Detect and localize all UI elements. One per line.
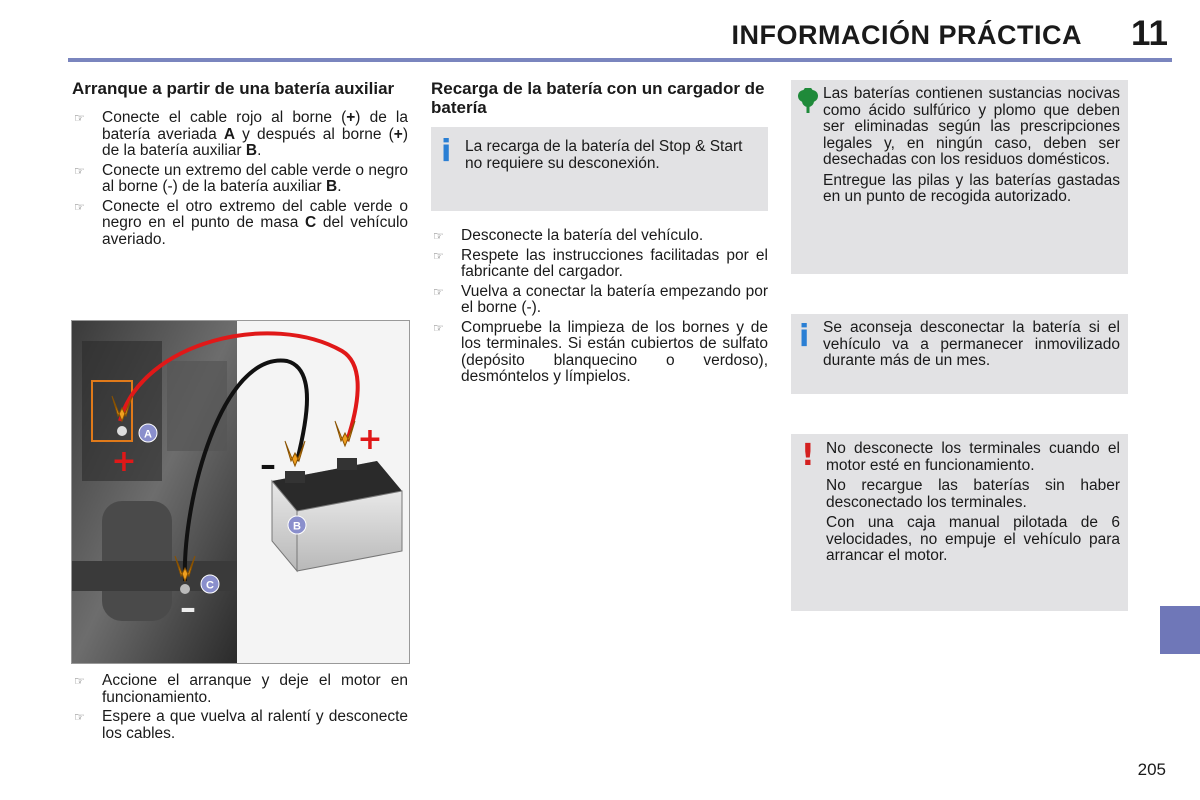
pointing-hand-icon: ☞ xyxy=(74,163,85,178)
info-icon: i xyxy=(441,134,452,169)
list-item: ☞ Conecte el otro extremo del cable verde o negro en el punto de masa C del vehículo averiado. xyxy=(74,197,409,248)
svg-text:A: A xyxy=(144,428,152,441)
jump-start-illustration xyxy=(71,320,410,664)
page-number: 205 xyxy=(1137,760,1166,779)
pointing-hand-icon: ☞ xyxy=(433,229,444,243)
warning-note: ! No desconecte los terminales cuando el motor esté en funcionamiento. No recargue las baterías sin haber desconectado los terminales. Con una caja manual pilotada de 6 velocidades, no empuje el vehículo para arrancar el motor. xyxy=(791,434,1128,611)
svg-text:B: B xyxy=(293,520,301,533)
auxiliary-battery xyxy=(272,458,402,571)
jump-start-steps xyxy=(72,110,408,248)
charging-steps-col xyxy=(431,228,768,389)
section-heading-charging: Recarga de la batería con un cargador de batería xyxy=(431,79,765,117)
exclamation-icon: ! xyxy=(801,438,815,473)
svg-text:C: C xyxy=(206,579,214,592)
section-heading-jump-start: Arranque a partir de una batería auxiliar xyxy=(72,79,395,98)
pointing-hand-icon: ☞ xyxy=(433,248,444,263)
list-item: ☞ Accione el arranque y deje el motor en funcionamiento. xyxy=(74,672,408,706)
plus-sign-b: + xyxy=(357,422,383,457)
list-item: ☞ Conecte un extremo del cable verde o negro al borne (-) de la batería auxiliar B. xyxy=(74,161,408,195)
pointing-hand-icon: ☞ xyxy=(74,674,85,688)
label-a xyxy=(139,424,157,442)
pointing-hand-icon: ☞ xyxy=(433,284,444,299)
page-title: INFORMACIÓN PRÁCTICA xyxy=(731,20,1082,50)
label-c xyxy=(201,575,219,593)
list-item: ☞ Desconecte la batería del vehículo. xyxy=(433,227,704,244)
environment-note: Las baterías contienen sustancias nocivas como ácido sulfúrico y plomo que deben ser eliminadas según las prescripciones legales y, en ningún caso, deben ser desechadas con los residuos domésticos. Entregue las pilas y las baterías gastadas en un punto de recogida autorizado. xyxy=(791,80,1128,274)
column-charging xyxy=(431,79,767,117)
pointing-hand-icon: ☞ xyxy=(74,111,85,125)
plus-sign-a: + xyxy=(111,444,137,479)
list-item: ☞ Compruebe la limpieza de los bornes y de los terminales. Si están cubiertos de sulfato (depósito blanquecino o verdoso), desmóntelos y límpielos. xyxy=(433,318,768,385)
list-item: ☞ Espere a que vuelva al ralentí y desconecte los cables. xyxy=(74,708,408,742)
tree-icon xyxy=(797,88,819,119)
pointing-hand-icon: ☞ xyxy=(74,710,85,724)
chapter-number: 11 xyxy=(1131,14,1168,53)
info-icon: i xyxy=(799,319,810,354)
label-b xyxy=(288,516,306,534)
list-item: ☞ Conecte el cable rojo al borne (+) de la batería averiada A y después al borne (+) de la batería auxiliar B. xyxy=(74,109,408,159)
chapter-side-tab xyxy=(1160,606,1200,654)
info-note-immobilized: i Se aconseja desconectar la batería si el vehículo va a permanecer inmovilizado durante más de un mes. xyxy=(791,314,1128,394)
jump-start-final-steps xyxy=(72,673,408,742)
info-note-stop-start: i La recarga de la batería del Stop & Start no requiere su desconexión. xyxy=(431,127,768,211)
list-item: ☞ Vuelva a conectar la batería empezando por el borne (-). xyxy=(433,282,768,316)
minus-sign-b: – xyxy=(260,446,276,484)
list-item: ☞ Respete las instrucciones facilitadas por el fabricante del cargador. xyxy=(433,246,768,280)
pointing-hand-icon: ☞ xyxy=(433,320,444,335)
charging-steps xyxy=(431,228,768,386)
pointing-hand-icon: ☞ xyxy=(74,199,85,214)
header-rule xyxy=(68,58,1172,62)
minus-sign-c: – xyxy=(180,589,196,627)
jump-start-final-steps-col xyxy=(72,673,408,745)
column-jump-start xyxy=(72,79,408,251)
jump-start-diagram xyxy=(72,321,410,664)
